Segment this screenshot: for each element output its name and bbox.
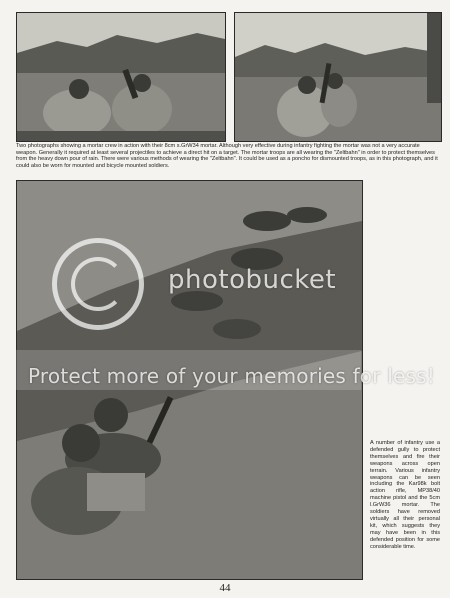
caption-top-photos: Two photographs showing a mortar crew in action with their 8cm s.GrW34 mortar. Although very effective during infantry fighting the mortar was not a very accurate weapon. Generally it required at least several projectiles to achieve a direct hit on a target. The mortar troops are all wearing the "Zeltbahn" in order to protect themselves from the heavy down pour of rain. There were various methods of wearing the "Zeltbahn". It could be used as a poncho for dismounted troops, as in this photograph, and it could also be worn for mounted and bicycle mounted soldiers. [16, 143, 438, 169]
watermark-tagline: Protect more of your memories for less! [28, 364, 435, 388]
caption-side-gully: A number of infantry use a defended gully to protect themselves and fire their weapons across open terrain. Various infantry weapons can be seen including the Kar98k bolt action rifle, MP38/40 machine pistol and the 5cm l.GrW36 mortar. The soldiers have removed virtually all their personal kit, which suggests they may have been in this defended position for some considerable time. [370, 440, 440, 550]
page-number: 44 [219, 582, 231, 594]
photo-mortar-crew-left [16, 12, 226, 142]
watermark-brand: photobucket [168, 265, 337, 295]
photo-mortar-crew-right [234, 12, 442, 142]
photo-infantry-gully [16, 180, 363, 580]
